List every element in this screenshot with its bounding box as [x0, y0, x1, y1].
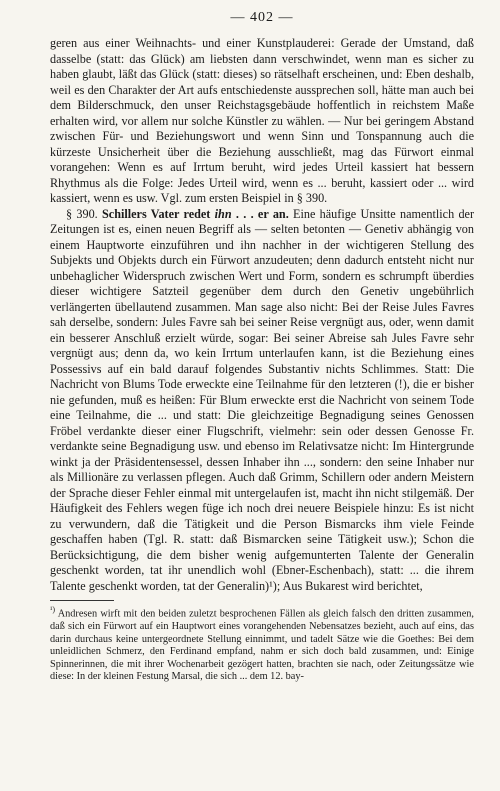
section-title-ihn: ihn	[214, 206, 232, 221]
paragraph-continuation: geren aus einer Weihnachts- und einer Kunstplauderei: Gerade der Umstand, daß dasselbe (statt: das Glück) am liebsten dann verschwindet, wenn man es sicher zu haben glaubt, läßt das Glück (statt: dieses) so rätselhaft erscheinen, und: Eben deshalb, weil es den Charakter der Art aufs entschiedenste aussprechen soll, hätte man auch bei dem Bilderschmuck, den unser Reichstagsgebäude hoffentlich in reichstem Maße erhalten wird, vor allem nur solche Künstler zu wählen. — Nur bei geringem Abstand zwischen Für- und Beziehungswort und wenn Sinn und Tonspannung auch die kürzeste Unsicherheit über die Beziehung ausschließt, mag das Fürwort einmal vorangehen: Wenn es auf Irrtum beruht, wird jedes Urteil kassiert hat bessern Rhythmus als die Folge: Jedes Urteil wird, wenn es ... beruht, kassiert oder ... wird kassiert, wenn es usw. Vgl. zum ersten Beispiel in § 390.	[50, 36, 474, 205]
section-title-pre: Schillers Vater redet	[102, 206, 211, 221]
footnote	[50, 604, 474, 684]
footnote-divider	[50, 600, 114, 601]
section-body: Eine häufige Unsitte namentlich der Zeitungen ist es, einen neuen Begriff als — selten betonten — Genetiv abhängig von einem Hauptworte einzuführen und ihn nachher in der wichtigeren Stellung des Subjekts und Objekts durch ein Fürwort anzudeuten; denn dadurch entsteht nicht nur unbehaglicher Widerspruch zwischen Wert und Form, sondern es schrumpft überdies dieser wichtigere Satzteil gegenüber dem durch den Genetiv ungebührlich verlängerten übellautend zusammen. Man sage also nicht: Bei der Reise Jules Favres sah derselbe, sondern: Jules Favre sah bei seiner Reise vergnügt aus, oder, wenn damit ein besserer Anschluß erzielt würde, sogar: Bei seiner Abreise sah Jules Favre sehr vergnügt aus; denn da, wo kein Irrtum unterlaufen kann, ist die Beziehung eines Possessivs auf ein bald darauf folgendes Substantiv nichts Schlimmes. Statt: Die Nachricht von Blums Tode erweckte eine Teilnahme für den letzteren (!), die er bisher nie gefunden, muß es heißen: Für Blum erweckte erst die Nachricht von seinem Tode eine Teilnahme, die ... und statt: Die gleichzeitige Begnadigung seines Genossen Fröbel verdankte dieser einer Flugschrift, vielmehr: sein oder dessen Genosse Fr. verdankte seine Begnadigung usw. und ebenso im Relativsatze nicht: Im Hintergrunde winkt ja der Präsidentensessel, dessen Inhaber ihn ..., sondern: den seine Inhaber nur als Millionäre zu verlassen pflegen. Auch daß Grimm, Schillern oder andern Meistern der Sprache dieser Fehler einmal mit untergelaufen ist, macht ihn nicht stilgemäß. Der Häufigkeit des Fehlers wegen füge ich noch drei neuere Beispiele hinzu: Es ist nicht zu verwundern, daß die Tätigkeit und die Person Bismarcks ihm viele Feinde geschaffen haben (Tgl. R. statt: daß Bismarcken seine Tätigkeit usw.); Schon die Berücksichtigung, die dem bisher wenig aufgemunterten Talente der Generalin geschenkt worden, tat ihr unendlich wohl (Ebner-Eschenbach), statt: ... die ihrem Talente geschenkt worden, tat der Generalin)¹); Aus Bukarest wird berichtet,	[50, 206, 475, 593]
page-number: — 402 —	[230, 10, 294, 25]
section-title-post: . . . er an.	[235, 206, 289, 221]
section-number: § 390.	[66, 206, 98, 221]
footnote-marker: ¹)	[50, 605, 56, 614]
section-390-paragraph	[50, 207, 474, 595]
section-title	[102, 207, 289, 221]
body-text	[50, 36, 474, 594]
footnote-text: Andresen wirft mit den beiden zuletzt besprochenen Fällen als gleich falsch den dritten zusammen, daß sich ein Fürwort auf ein Hauptwort eines vorangehenden Nebensatzes bezieht, auch auf eins, das darin durchaus keine untergeordnete Stellung einnimmt, und tadelt Sätze wie die Goethes: Bei dem unleidlichen Schmerz, den Ferdinand empfand, nahm er sich doch bald zusammen, und: Einige Spinnerinnen, die mit ihrer Wochenarbeit gezögert hatten, brachten sie nach, oder Zeitungssätze wie diese: In der kleinen Festung Marsal, die sich ... dem 12. bay-	[50, 608, 474, 683]
